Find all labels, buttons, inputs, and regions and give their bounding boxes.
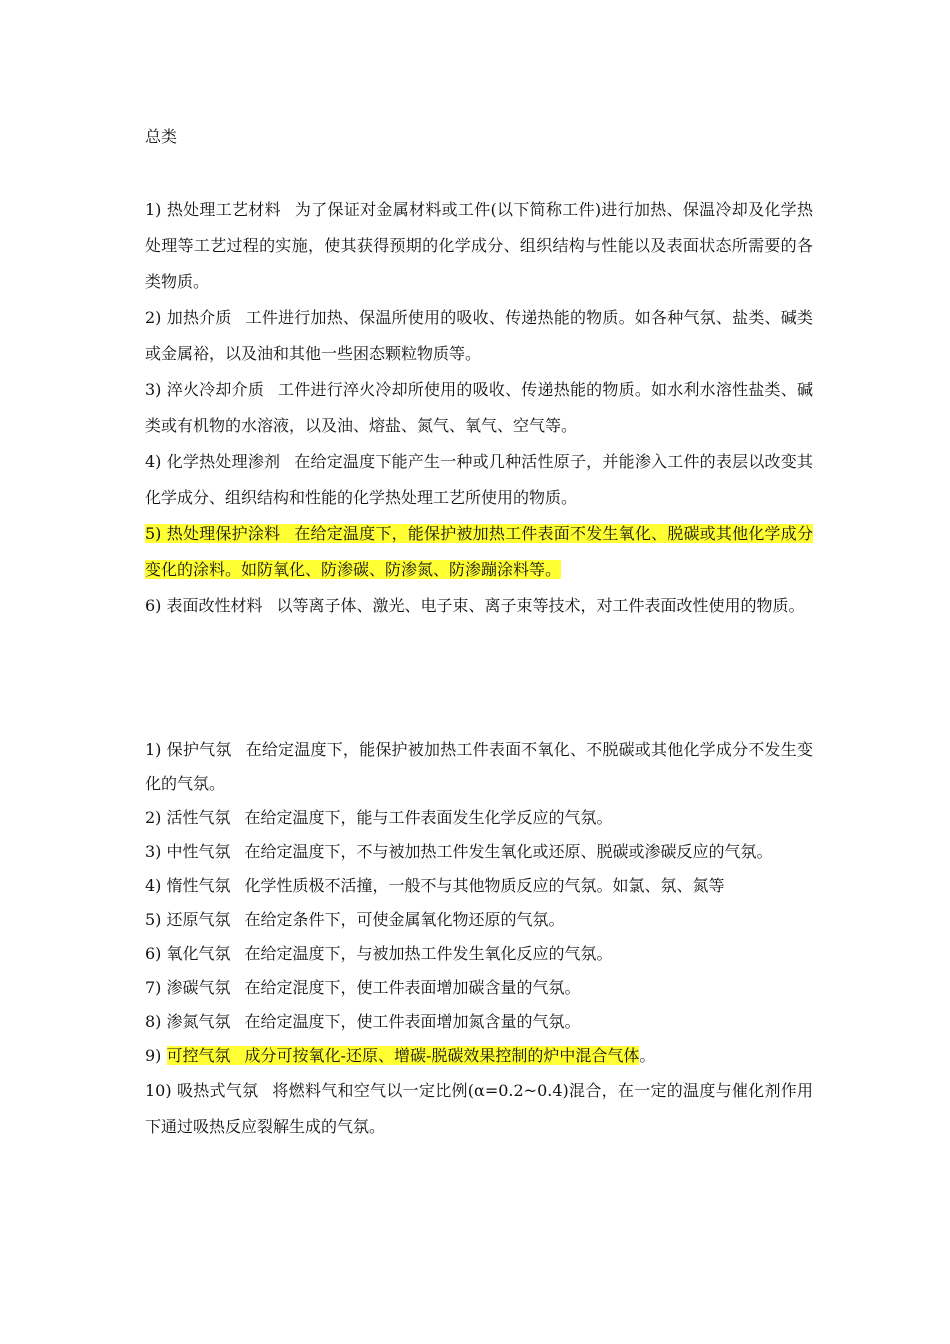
item-number: 10)	[145, 1081, 177, 1100]
item-term: 惰性气氛	[166, 876, 231, 895]
definition-item	[145, 733, 813, 801]
item-term: 吸热式气氛	[176, 1081, 259, 1100]
item-term: 保护气氛	[166, 740, 232, 759]
item-number: 2)	[145, 308, 167, 327]
item-text: 在给定温度下能产生一种或几种活性原子，并能渗入工件的表层以改变其化学成分、组织结构和性能的化学热处理工艺所使用的物质。	[145, 452, 813, 507]
item-term: 热处理工艺材料	[166, 200, 281, 219]
item-term: 渗氮气氛	[166, 1012, 231, 1031]
definition-item	[145, 588, 813, 624]
item-term: 还原气氛	[166, 910, 231, 929]
item-term: 活性气氛	[166, 808, 231, 827]
materials-definitions	[145, 192, 813, 624]
item-number: 6)	[145, 944, 167, 963]
item-term: 渗碳气氛	[166, 978, 231, 997]
definition-item	[145, 1005, 813, 1039]
item-number: 5)	[145, 910, 167, 929]
item-term: 可控气氛	[166, 1046, 231, 1065]
item-number: 4)	[145, 452, 167, 471]
item-number: 7)	[145, 978, 167, 997]
item-text: 工件进行加热、保温所使用的吸收、传递热能的物质。如各种气氛、盐类、碱类或金属裕，以及油和其他一些困态颗粒物质等。	[145, 308, 813, 363]
item-text: 化学性质极不活撞，一般不与其他物质反应的气氛。如氯、氛、氮等	[244, 876, 725, 895]
item-text: 在给定条件下，可使金属氧化物还原的气氛。	[244, 910, 565, 929]
item-number: 2)	[145, 808, 167, 827]
definition-item-highlighted	[145, 1039, 813, 1073]
item-number: 4)	[145, 876, 167, 895]
definition-item	[145, 192, 813, 300]
definition-item	[145, 869, 813, 903]
definition-item-highlighted	[145, 516, 813, 588]
definition-item	[145, 937, 813, 971]
item-number: 1)	[145, 740, 167, 759]
item-number: 8)	[145, 1012, 167, 1031]
definition-item	[145, 971, 813, 1005]
definition-item	[145, 372, 813, 444]
item-term: 表面改性材料	[166, 596, 263, 615]
definition-item	[145, 1073, 813, 1145]
item-text: 将燃料气和空气以一定比例(α=0.2~0.4)混合，在一定的温度与催化剂作用下通过吸热反应裂解生成的气氛。	[145, 1081, 814, 1136]
definition-item	[145, 801, 813, 835]
item-text: 在给定温度下，能保护被加热工件表面不氧化、不脱碳或其他化学成分不发生变化的气氛。	[145, 740, 813, 793]
item-text: 在给定混度下，使工件表面增加碳含量的气氛。	[244, 978, 581, 997]
item-term: 中性气氛	[166, 842, 231, 861]
item-text: 为了保证对金属材料或工件(以下简称工件)进行加热、保温冷却及化学热处理等工艺过程的实施，使其获得预期的化学成分、组织结构与性能以及表面状态所需要的各类物质。	[145, 200, 813, 291]
definition-item	[145, 835, 813, 869]
item-term: 淬火冷却介质	[166, 380, 265, 399]
item-text: 在给定温度下，能与工件表面发生化学反应的气氛。	[244, 808, 613, 827]
item-term: 加热介质	[166, 308, 232, 327]
item-term: 氧化气氛	[166, 944, 231, 963]
item-number: 3)	[145, 380, 167, 399]
definition-item	[145, 903, 813, 937]
atmosphere-definitions	[145, 733, 813, 1145]
item-number: 5)	[145, 524, 167, 543]
item-text: 在给定温度下，能保护被加热工件表面不发生氧化、脱碳或其他化学成分变化的涂料。如防氧化、防渗碳、防渗氮、防渗蹦涂料等。	[145, 524, 813, 579]
item-text: 工件进行淬火冷却所使用的吸收、传递热能的物质。如水利水溶性盐类、碱类或有机物的水溶液，以及油、熔盐、氮气、氧气、空气等。	[145, 380, 813, 435]
item-number: 3)	[145, 842, 167, 861]
definition-item	[145, 444, 813, 516]
item-tail: 。	[639, 1046, 656, 1065]
item-text: 在给定温度下，使工件表面增加氮含量的气氛。	[244, 1012, 581, 1031]
item-text: 成分可按氧化-还原、增碳-脱碳效果控制的炉中混合气体	[244, 1046, 640, 1065]
item-text: 以等离子体、激光、电子束、离子束等技术，对工件表面改性使用的物质。	[276, 596, 805, 615]
item-term: 热处理保护涂料	[166, 524, 281, 543]
item-text: 在给定温度下，与被加热工件发生氧化反应的气氛。	[244, 944, 613, 963]
item-number: 9)	[145, 1046, 167, 1065]
item-text: 在给定温度下，不与被加热工件发生氧化或还原、脱碳或渗碳反应的气氛。	[244, 842, 773, 861]
item-term: 化学热处理渗剂	[166, 452, 281, 471]
section-heading: 总类	[145, 127, 178, 146]
item-number: 6)	[145, 596, 167, 615]
item-number: 1)	[145, 200, 167, 219]
definition-item	[145, 300, 813, 372]
